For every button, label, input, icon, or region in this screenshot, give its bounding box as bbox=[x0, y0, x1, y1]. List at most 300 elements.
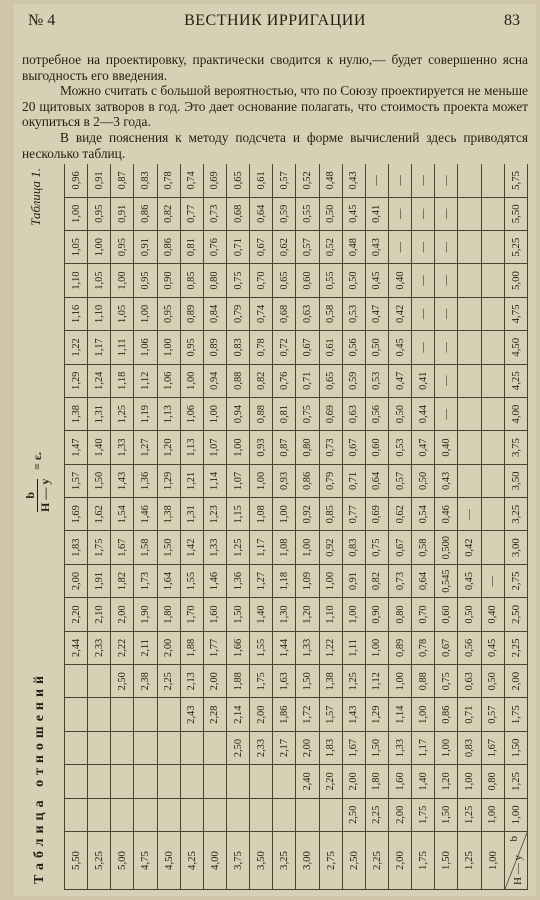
ratio-cell: 0,58 bbox=[412, 531, 435, 564]
ratio-cell: 0,65 bbox=[226, 164, 249, 197]
ratio-cell: 0,61 bbox=[250, 164, 273, 197]
ratio-cell: 0,69 bbox=[203, 164, 226, 197]
ratio-cell: 2,00 bbox=[111, 598, 134, 631]
ratio-cell bbox=[250, 798, 273, 831]
ratio-cell: 0,83 bbox=[226, 331, 249, 364]
ratio-cell: 0,500 bbox=[435, 531, 458, 564]
rotated-table-area bbox=[22, 164, 528, 890]
ratio-cell: 0,50 bbox=[365, 331, 388, 364]
ratio-cell: 0,83 bbox=[342, 531, 365, 564]
ratio-cell: 0,86 bbox=[296, 464, 319, 497]
ratio-cell: — bbox=[435, 230, 458, 263]
table-corner bbox=[504, 832, 527, 890]
ratio-cell: 0,78 bbox=[157, 164, 180, 197]
ratio-cell: 0,77 bbox=[180, 197, 203, 230]
ratio-cell: 1,20 bbox=[296, 598, 319, 631]
ratio-cell bbox=[481, 297, 504, 330]
hy-value-cell: 4,25 bbox=[504, 364, 527, 397]
ratio-cell: 0,91 bbox=[134, 230, 157, 263]
ratio-cell: 1,18 bbox=[111, 364, 134, 397]
ratio-cell: 0,61 bbox=[319, 331, 342, 364]
table-number: Таблица 1. bbox=[28, 168, 43, 226]
b-value-cell: 1,75 bbox=[412, 832, 435, 890]
ratio-cell: 0,53 bbox=[342, 297, 365, 330]
ratio-cell: 2,33 bbox=[250, 731, 273, 764]
hy-value-cell: 3,00 bbox=[504, 531, 527, 564]
ratio-cell: 1,19 bbox=[134, 397, 157, 430]
ratio-cell: 1,47 bbox=[65, 431, 88, 464]
ratio-cell: 1,09 bbox=[296, 564, 319, 597]
ratio-cell: 1,16 bbox=[65, 297, 88, 330]
ratio-cell: 2,40 bbox=[296, 765, 319, 798]
ratio-cell: 1,55 bbox=[250, 631, 273, 664]
ratio-cell: 0,62 bbox=[388, 498, 411, 531]
ratio-cell: 0,80 bbox=[203, 264, 226, 297]
ratio-cell: 0,80 bbox=[481, 765, 504, 798]
ratio-cell: — bbox=[365, 164, 388, 197]
ratio-cell: 0,84 bbox=[203, 297, 226, 330]
table-row bbox=[157, 164, 180, 890]
ratio-cell: 0,86 bbox=[134, 197, 157, 230]
ratio-cell: 0,88 bbox=[226, 364, 249, 397]
ratio-cell: 0,73 bbox=[388, 564, 411, 597]
ratio-cell: 0,67 bbox=[435, 631, 458, 664]
hy-value-cell: 4,00 bbox=[504, 397, 527, 430]
ratio-cell: 1,00 bbox=[65, 197, 88, 230]
ratio-cell: 0,47 bbox=[412, 431, 435, 464]
ratio-cell: 0,57 bbox=[296, 230, 319, 263]
ratio-cell: 0,75 bbox=[365, 531, 388, 564]
ratio-cell: 1,00 bbox=[412, 698, 435, 731]
ratio-cell: 0,67 bbox=[250, 230, 273, 263]
table-row bbox=[88, 164, 111, 890]
ratio-cell: 0,46 bbox=[435, 498, 458, 531]
ratio-cell: 0,50 bbox=[412, 464, 435, 497]
b-value-cell: 2,00 bbox=[388, 832, 411, 890]
ratio-cell: 1,24 bbox=[88, 364, 111, 397]
ratio-cell bbox=[134, 798, 157, 831]
ratio-cell: 1,77 bbox=[203, 631, 226, 664]
ratio-cell bbox=[111, 731, 134, 764]
ratio-cell: — bbox=[412, 297, 435, 330]
b-value-cell: 4,50 bbox=[157, 832, 180, 890]
ratio-cell: — bbox=[412, 230, 435, 263]
ratio-cell bbox=[65, 698, 88, 731]
ratio-cell: 0,42 bbox=[458, 531, 481, 564]
ratio-cell: 1,72 bbox=[296, 698, 319, 731]
ratio-cell bbox=[111, 798, 134, 831]
hy-value-cell: 2,50 bbox=[504, 598, 527, 631]
ratio-cell: — bbox=[388, 197, 411, 230]
ratio-cell: 1,13 bbox=[157, 397, 180, 430]
ratio-cell: 0,55 bbox=[319, 264, 342, 297]
ratio-cell: 0,74 bbox=[180, 164, 203, 197]
ratio-cell bbox=[134, 698, 157, 731]
ratio-cell bbox=[111, 698, 134, 731]
ratio-cell: 1,43 bbox=[342, 698, 365, 731]
ratio-cell bbox=[65, 731, 88, 764]
ratio-cell: 1,20 bbox=[157, 431, 180, 464]
ratio-cell: 1,60 bbox=[388, 765, 411, 798]
ratio-cell: 0,42 bbox=[388, 297, 411, 330]
ratio-cell: 2,00 bbox=[388, 798, 411, 831]
ratio-cell: 1,00 bbox=[203, 397, 226, 430]
ratio-cell: 0,91 bbox=[342, 564, 365, 597]
ratio-cell: 1,18 bbox=[273, 564, 296, 597]
table-row bbox=[458, 164, 481, 890]
ratio-cell: 0,71 bbox=[458, 698, 481, 731]
ratio-cell bbox=[481, 364, 504, 397]
ratio-cell: 1,55 bbox=[180, 564, 203, 597]
ratio-cell: 0,63 bbox=[458, 665, 481, 698]
ratio-cell bbox=[481, 531, 504, 564]
ratio-cell: 0,70 bbox=[412, 598, 435, 631]
ratio-cell: 1,30 bbox=[273, 598, 296, 631]
ratio-cell: 0,95 bbox=[134, 264, 157, 297]
hy-value-cell: 5,75 bbox=[504, 164, 527, 197]
ratio-cell: 1,22 bbox=[65, 331, 88, 364]
ratio-cell: 1,17 bbox=[250, 531, 273, 564]
ratio-cell: 2,44 bbox=[65, 631, 88, 664]
hy-value-cell: 2,00 bbox=[504, 665, 527, 698]
ratio-cell: 0,75 bbox=[226, 264, 249, 297]
ratio-cell: 0,60 bbox=[435, 598, 458, 631]
ratio-cell: 1,36 bbox=[134, 464, 157, 497]
ratio-cell: 0,45 bbox=[481, 631, 504, 664]
ratio-cell: 0,83 bbox=[134, 164, 157, 197]
ratio-cell: 1,14 bbox=[388, 698, 411, 731]
ratio-cell: 0,60 bbox=[296, 264, 319, 297]
ratio-cell: 1,31 bbox=[180, 498, 203, 531]
ratio-cell: 0,82 bbox=[157, 197, 180, 230]
b-value-cell: 1,50 bbox=[435, 832, 458, 890]
ratio-cell: 2,00 bbox=[296, 731, 319, 764]
hy-value-cell: 2,75 bbox=[504, 564, 527, 597]
ratio-cell: 1,82 bbox=[111, 564, 134, 597]
table-row bbox=[435, 164, 458, 890]
ratio-cell: — bbox=[435, 331, 458, 364]
fraction-equals: = ε. bbox=[30, 452, 44, 470]
ratio-cell: 0,89 bbox=[388, 631, 411, 664]
ratio-cell: 0,82 bbox=[250, 364, 273, 397]
ratio-cell: 1,70 bbox=[180, 598, 203, 631]
ratio-cell: 1,69 bbox=[65, 498, 88, 531]
ratio-cell: 0,80 bbox=[296, 431, 319, 464]
ratio-cell: 1,73 bbox=[134, 564, 157, 597]
ratio-cell: 1,50 bbox=[365, 731, 388, 764]
ratio-cell: 1,75 bbox=[250, 665, 273, 698]
ratio-cell: 1,00 bbox=[365, 631, 388, 664]
ratio-cell: 1,06 bbox=[134, 331, 157, 364]
ratio-cell: 1,44 bbox=[273, 631, 296, 664]
ratio-cell: 0,91 bbox=[111, 197, 134, 230]
ratio-cell: 2,20 bbox=[319, 765, 342, 798]
ratio-cell: 1,75 bbox=[412, 798, 435, 831]
ratio-cell: 1,06 bbox=[157, 364, 180, 397]
ratio-cell: 1,10 bbox=[65, 264, 88, 297]
ratio-cell bbox=[481, 164, 504, 197]
ratio-cell: 0,78 bbox=[412, 631, 435, 664]
ratio-cell: 0,60 bbox=[365, 431, 388, 464]
ratio-cell bbox=[157, 731, 180, 764]
ratio-cell: 0,91 bbox=[88, 164, 111, 197]
ratio-cell: 1,88 bbox=[180, 631, 203, 664]
hy-value-cell: 5,25 bbox=[504, 230, 527, 263]
ratio-cell: 0,45 bbox=[458, 564, 481, 597]
ratio-cell: 1,66 bbox=[226, 631, 249, 664]
ratio-cell: 1,06 bbox=[180, 397, 203, 430]
ratio-cell: 1,15 bbox=[226, 498, 249, 531]
ratio-cell: 0,96 bbox=[65, 164, 88, 197]
ratio-cell: 0,87 bbox=[111, 164, 134, 197]
ratio-cell: 0,43 bbox=[365, 230, 388, 263]
ratio-cell: 0,44 bbox=[412, 397, 435, 430]
ratio-cell: 1,25 bbox=[458, 798, 481, 831]
ratio-cell: 1,08 bbox=[273, 531, 296, 564]
ratio-cell bbox=[65, 798, 88, 831]
ratio-cell: 1,62 bbox=[88, 498, 111, 531]
ratio-cell bbox=[111, 765, 134, 798]
ratio-cell: 0,56 bbox=[342, 331, 365, 364]
ratio-cell: 1,07 bbox=[203, 431, 226, 464]
ratio-cell: 0,65 bbox=[319, 364, 342, 397]
ratio-cell bbox=[458, 164, 481, 197]
ratio-cell: 1,00 bbox=[435, 731, 458, 764]
ratio-cell: 1,10 bbox=[88, 297, 111, 330]
hy-value-cell: 1,75 bbox=[504, 698, 527, 731]
ratio-cell: 0,70 bbox=[250, 264, 273, 297]
table-row bbox=[342, 164, 365, 890]
ratio-cell: 2,00 bbox=[250, 698, 273, 731]
ratio-cell: — bbox=[435, 164, 458, 197]
b-value-cell: 3,50 bbox=[250, 832, 273, 890]
ratio-cell: 0,88 bbox=[412, 665, 435, 698]
ratio-cell bbox=[203, 765, 226, 798]
ratio-cell: — bbox=[435, 197, 458, 230]
ratio-cell bbox=[273, 798, 296, 831]
b-value-cell: 4,00 bbox=[203, 832, 226, 890]
ratio-cell: 0,67 bbox=[296, 331, 319, 364]
b-value-cell: 1,00 bbox=[481, 832, 504, 890]
table-row bbox=[319, 164, 342, 890]
ratio-cell: 0,73 bbox=[319, 431, 342, 464]
ratio-cell: 1,00 bbox=[458, 765, 481, 798]
ratio-cell: 0,94 bbox=[203, 364, 226, 397]
ratio-cell: 0,64 bbox=[365, 464, 388, 497]
ratio-cell: 0,43 bbox=[342, 164, 365, 197]
ratio-cell bbox=[134, 765, 157, 798]
ratio-cell: 0,79 bbox=[319, 464, 342, 497]
table-row bbox=[273, 164, 296, 890]
hy-value-cell: 5,50 bbox=[504, 197, 527, 230]
ratio-cell bbox=[458, 364, 481, 397]
hy-value-cell: 3,50 bbox=[504, 464, 527, 497]
table-row bbox=[134, 164, 157, 890]
ratio-cell: 1,88 bbox=[226, 665, 249, 698]
ratio-cell: 1,13 bbox=[180, 431, 203, 464]
ratio-cell: 1,40 bbox=[250, 598, 273, 631]
ratio-cell bbox=[458, 397, 481, 430]
table-row bbox=[412, 164, 435, 890]
ratio-cell: 1,00 bbox=[342, 598, 365, 631]
ratio-cell: 0,64 bbox=[250, 197, 273, 230]
ratio-cell: 1,83 bbox=[65, 531, 88, 564]
ratio-cell: 1,63 bbox=[273, 665, 296, 698]
ratio-cell bbox=[250, 765, 273, 798]
ratio-cell bbox=[458, 264, 481, 297]
ratio-cell: 0,71 bbox=[226, 230, 249, 263]
ratio-cell: 0,78 bbox=[250, 331, 273, 364]
ratio-cell: 0,52 bbox=[296, 164, 319, 197]
b-value-cell: 2,25 bbox=[365, 832, 388, 890]
issue-number: № 4 bbox=[28, 12, 56, 29]
ratio-cell: 0,45 bbox=[388, 331, 411, 364]
ratio-cell: 0,95 bbox=[180, 331, 203, 364]
fraction-denominator: H — y bbox=[38, 478, 52, 512]
ratio-cell: 1,40 bbox=[88, 431, 111, 464]
ratio-cell: 0,48 bbox=[342, 230, 365, 263]
ratio-cell: 0,65 bbox=[273, 264, 296, 297]
ratio-cell: 0,40 bbox=[388, 264, 411, 297]
page-header bbox=[24, 10, 526, 34]
ratio-cell: 1,27 bbox=[134, 431, 157, 464]
body-text bbox=[22, 52, 528, 161]
ratio-cell: — bbox=[435, 397, 458, 430]
ratio-cell: — bbox=[412, 264, 435, 297]
ratio-cell: 1,38 bbox=[65, 397, 88, 430]
ratio-cell: 1,64 bbox=[157, 564, 180, 597]
ratio-cell: 0,81 bbox=[180, 230, 203, 263]
ratio-cell: 0,57 bbox=[481, 698, 504, 731]
ratio-cell: 1,12 bbox=[365, 665, 388, 698]
hy-value-cell: 4,50 bbox=[504, 331, 527, 364]
ratio-cell: 1,80 bbox=[157, 598, 180, 631]
ratio-cell: 0,72 bbox=[273, 331, 296, 364]
table-row bbox=[250, 164, 273, 890]
ratio-cell: 1,33 bbox=[296, 631, 319, 664]
ratio-cell: 0,62 bbox=[273, 230, 296, 263]
ratio-cell: 0,86 bbox=[435, 698, 458, 731]
ratio-cell: 1,50 bbox=[157, 531, 180, 564]
ratio-cell: 2,28 bbox=[203, 698, 226, 731]
b-value-cell: 5,50 bbox=[65, 832, 88, 890]
ratio-cell bbox=[481, 498, 504, 531]
ratio-cell: 0,50 bbox=[319, 197, 342, 230]
ratio-cell: 0,90 bbox=[365, 598, 388, 631]
rotated-table bbox=[22, 164, 528, 890]
ratio-cell bbox=[226, 798, 249, 831]
ratio-cell: 1,14 bbox=[203, 464, 226, 497]
ratio-cell: — bbox=[481, 564, 504, 597]
hy-value-cell: 1,50 bbox=[504, 731, 527, 764]
ratio-cell: 0,90 bbox=[157, 264, 180, 297]
ratio-cell: 1,00 bbox=[296, 531, 319, 564]
ratio-cell: 2,20 bbox=[65, 598, 88, 631]
ratio-cell: 0,95 bbox=[88, 197, 111, 230]
ratio-cell: 1,17 bbox=[412, 731, 435, 764]
ratio-cell: 1,33 bbox=[388, 731, 411, 764]
ratio-cell bbox=[88, 665, 111, 698]
ratio-cell bbox=[458, 431, 481, 464]
b-value-cell: 2,50 bbox=[342, 832, 365, 890]
ratio-cell bbox=[157, 765, 180, 798]
ratio-cell: 0,53 bbox=[388, 431, 411, 464]
ratio-cell: 0,45 bbox=[342, 197, 365, 230]
ratio-cell bbox=[203, 798, 226, 831]
ratio-cell bbox=[180, 731, 203, 764]
ratio-cell: — bbox=[435, 264, 458, 297]
ratio-cell: 2,14 bbox=[226, 698, 249, 731]
ratio-cell: 0,59 bbox=[273, 197, 296, 230]
ratio-cell: — bbox=[435, 364, 458, 397]
journal-title: ВЕСТНИК ИРРИГАЦИИ bbox=[184, 12, 366, 29]
ratio-cell: 0,74 bbox=[250, 297, 273, 330]
ratio-cell: 1,67 bbox=[342, 731, 365, 764]
ratio-cell: 2,50 bbox=[342, 798, 365, 831]
table-row bbox=[203, 164, 226, 890]
ratio-cell: 0,83 bbox=[458, 731, 481, 764]
ratio-cell: 1,00 bbox=[226, 431, 249, 464]
ratio-cell bbox=[458, 297, 481, 330]
ratio-cell: — bbox=[388, 230, 411, 263]
ratio-cell: 1,25 bbox=[342, 665, 365, 698]
ratio-cell bbox=[481, 431, 504, 464]
ratio-cell: 0,80 bbox=[388, 598, 411, 631]
ratio-cell: 2,22 bbox=[111, 631, 134, 664]
ratio-cell: 0,45 bbox=[365, 264, 388, 297]
ratio-cell: 0,56 bbox=[458, 631, 481, 664]
table-title: Таблица отношений bbox=[32, 670, 47, 884]
ratio-cell bbox=[458, 331, 481, 364]
ratio-cell: 0,69 bbox=[365, 498, 388, 531]
ratio-cell: 0,95 bbox=[111, 230, 134, 263]
ratio-cell bbox=[203, 731, 226, 764]
ratio-cell: 1,00 bbox=[88, 230, 111, 263]
table-row bbox=[226, 164, 249, 890]
ratio-cell: 0,43 bbox=[435, 464, 458, 497]
ratio-cell bbox=[481, 197, 504, 230]
ratio-cell: 2,00 bbox=[157, 631, 180, 664]
ratio-cell: 1,33 bbox=[111, 431, 134, 464]
b-value-cell: 2,75 bbox=[319, 832, 342, 890]
ratio-table bbox=[64, 164, 528, 890]
ratio-cell: 0,67 bbox=[342, 431, 365, 464]
ratio-cell: 0,53 bbox=[365, 364, 388, 397]
ratio-cell: 1,40 bbox=[412, 765, 435, 798]
ratio-cell bbox=[481, 264, 504, 297]
ratio-cell: 1,90 bbox=[134, 598, 157, 631]
ratio-cell: 1,00 bbox=[273, 498, 296, 531]
ratio-cell: 0,57 bbox=[273, 164, 296, 197]
ratio-cell bbox=[319, 798, 342, 831]
ratio-cell: 0,73 bbox=[203, 197, 226, 230]
ratio-cell: 0,59 bbox=[342, 364, 365, 397]
ratio-cell: 1,25 bbox=[226, 531, 249, 564]
ratio-cell: 1,58 bbox=[134, 531, 157, 564]
ratio-cell: 2,00 bbox=[65, 564, 88, 597]
ratio-cell bbox=[180, 798, 203, 831]
ratio-cell bbox=[88, 698, 111, 731]
table-row bbox=[481, 164, 504, 890]
ratio-cell: 2,13 bbox=[180, 665, 203, 698]
ratio-cell: 1,12 bbox=[134, 364, 157, 397]
ratio-cell: 0,57 bbox=[388, 464, 411, 497]
ratio-cell: 1,29 bbox=[65, 364, 88, 397]
ratio-cell: 0,95 bbox=[157, 297, 180, 330]
ratio-cell: 2,33 bbox=[88, 631, 111, 664]
ratio-cell: 0,76 bbox=[273, 364, 296, 397]
b-value-cell: 5,25 bbox=[88, 832, 111, 890]
